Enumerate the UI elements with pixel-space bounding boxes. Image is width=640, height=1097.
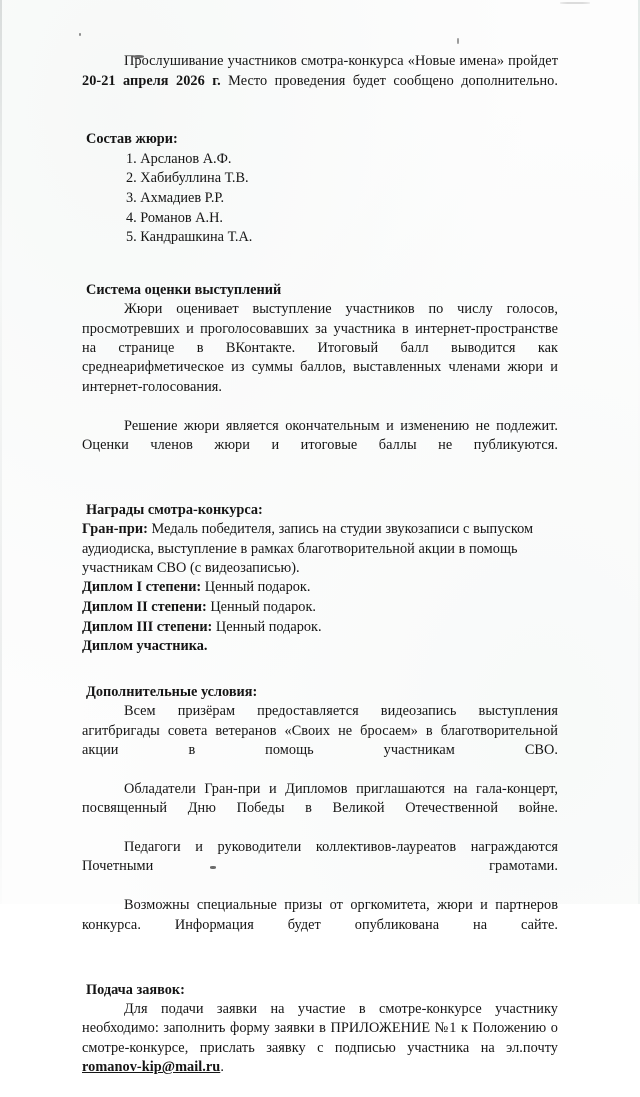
jury-member: 4. Романов А.Н. <box>126 209 223 226</box>
spacer <box>82 111 558 130</box>
extra-conditions-paragraph-4: Возможны специальные призы от оргкомитета, жюри и партнеров конкурса. Информация будет опубликована на сайте. <box>82 897 558 933</box>
jury-member: 5. Кандрашкина Т.А. <box>126 229 253 246</box>
extra-conditions-paragraph-3: Педагоги и руководители коллективов-лауреатов награждаются Почетными грамотами. <box>82 839 558 875</box>
awards-heading: Награды смотра-конкурса: <box>86 501 263 518</box>
award-diploma-1-text: Ценный подарок. <box>201 579 311 596</box>
jury-heading: Состав жюри: <box>86 131 178 148</box>
award-grand-prix-text: Медаль победителя, запись на студии звукозаписи с выпуском аудиодиска, выступление в рамках благотворительной акции в помощь участникам СВО (с видеозаписью). <box>82 521 534 577</box>
award-participant-diploma <box>82 637 558 657</box>
intro-block <box>82 52 558 111</box>
page-edge-left <box>0 0 2 904</box>
scoring-heading: Система оценки выступлений <box>86 281 282 298</box>
jury-list <box>82 150 558 248</box>
intro-paragraph <box>82 52 558 111</box>
scoring-paragraph-2: Решение жюри является окончательным и изменению не подлежит. Оценки членов жюри и итоговые баллы не публикуются. <box>82 417 558 454</box>
jury-member: 1. Арсланов А.Ф. <box>126 150 232 167</box>
contact-email-link[interactable]: romanov-kip@mail.ru <box>82 1059 221 1076</box>
spacer <box>82 955 558 981</box>
jury-member: 3. Ахмадиев Р.Р. <box>126 189 225 206</box>
scoring-paragraph-1: Жюри оценивает выступление участников по числу голосов, просмотревших и проголосовавших за участника в интернет-пространстве на странице в ВКонтакте. Итоговый балл выводится как среднеарифметическое из суммы баллов, выставленных членами жюри и интернет-голосования. <box>82 301 558 395</box>
applications-text-lead: Для подачи заявки на участие в смотре-конкурсе участнику необходимо: заполнить форму заявки в ПРИЛОЖЕНИЕ №1 к Положению о смотре-конкурсе, прислать заявку с подписью участника на эл.почту <box>82 1000 558 1056</box>
jury-member: 2. Хабибуллина Т.В. <box>126 170 249 187</box>
award-diploma-3 <box>82 618 558 638</box>
award-diploma-2 <box>82 598 558 618</box>
award-diploma-2-text: Ценный подарок. <box>206 599 316 616</box>
extra-conditions-paragraph-2: Обладатели Гран-при и Дипломов приглашаются на гала-концерт, посвященный Дню Победы в Великой Отечественной войне. <box>82 780 558 817</box>
spacer <box>82 657 558 683</box>
scan-speck <box>457 38 459 44</box>
intro-tail: Место проведения будет сообщено дополнительно. <box>220 72 559 89</box>
intro-lead: Прослушивание участников смотра-конкурса «Новые имена» пройдет <box>124 53 558 69</box>
applications-text-tail: . <box>220 1059 224 1076</box>
applications-heading: Подача заявок: <box>86 981 185 998</box>
award-diploma-3-label: Диплом III степени: <box>82 618 213 635</box>
intro-date: 20-21 апреля 2026 г. <box>82 72 221 89</box>
spacer <box>82 248 558 281</box>
spacer <box>82 475 558 501</box>
extra-conditions-paragraph-1: Всем призёрам предоставляется видеозапись выступления агитбригады совета ветеранов «Своих не бросаем» в благотворительной акции в помощь участникам СВО. <box>82 703 558 759</box>
award-diploma-1 <box>82 578 558 598</box>
award-diploma-2-label: Диплом II степени: <box>82 599 207 616</box>
award-grand-prix-label: Гран-при: <box>82 521 148 538</box>
award-participant-diploma-label: Диплом участника. <box>82 638 208 655</box>
scan-speck <box>560 2 590 4</box>
scan-speck <box>79 33 81 36</box>
award-grand-prix <box>82 520 558 578</box>
document-body <box>82 52 558 1097</box>
award-diploma-1-label: Диплом I степени: <box>82 579 202 596</box>
extra-conditions-heading: Дополнительные условия: <box>86 683 258 700</box>
applications-paragraph <box>82 1000 558 1097</box>
award-diploma-3-text: Ценный подарок. <box>212 618 322 635</box>
